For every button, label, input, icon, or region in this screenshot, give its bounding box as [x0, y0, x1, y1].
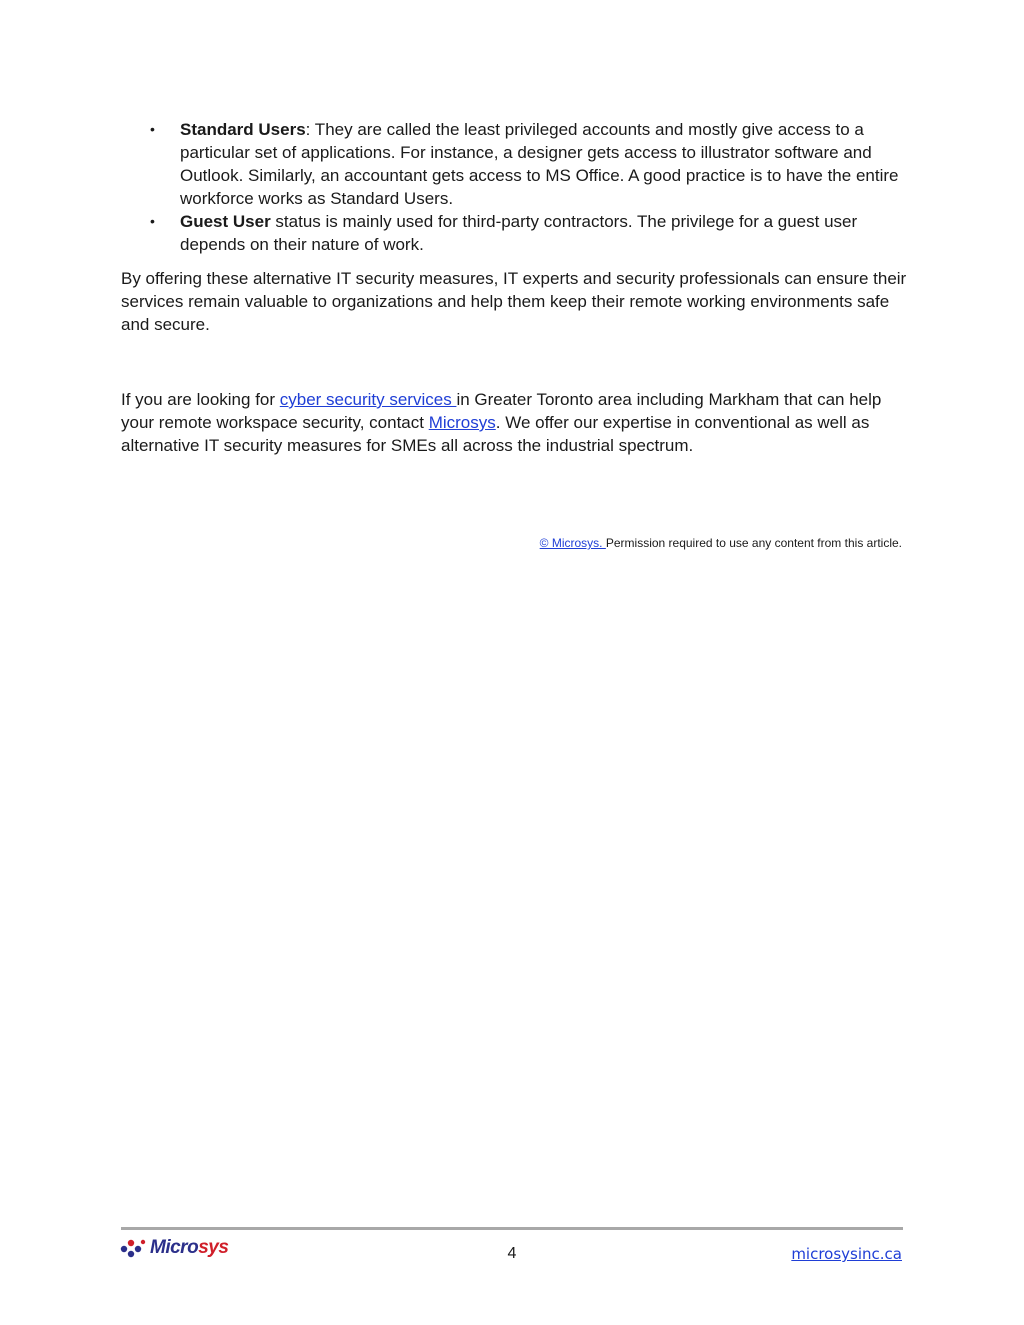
paragraph-text: in Greater Toronto area including Markham that can help your remote workspace security, contact [121, 390, 882, 432]
paragraph-summary: By offering these alternative IT security measures, IT experts and security professionals can ensure their services remain valuable to organizations and help them keep their remote working environments safe and secure. [121, 269, 907, 334]
cyber-security-services-link[interactable]: cyber security services [279, 390, 457, 409]
copyright-link[interactable]: © Microsys. [539, 536, 606, 550]
list-item-text: status is mainly used for third-party contractors. The privilege for a guest user depends on their nature of work. [180, 212, 858, 254]
logo-wordmark-micro: Micro [150, 1237, 199, 1258]
privilege-list [121, 118, 911, 256]
footer-divider [121, 1227, 903, 1230]
paragraph-contact [121, 388, 911, 457]
page-number: 4 [507, 1245, 517, 1262]
microsys-link[interactable]: Microsys [428, 413, 496, 432]
copyright-notice [540, 535, 902, 551]
logo-wordmark-sys: sys [198, 1237, 229, 1258]
logo-wordmark [150, 1237, 228, 1259]
list-item [121, 210, 911, 256]
microsys-logo [120, 1236, 228, 1260]
paragraph-text: If you are looking for [121, 390, 280, 409]
page-content [121, 118, 911, 457]
bullet-icon: • [150, 121, 155, 137]
copyright-text: Permission required to use any content from this article. [605, 536, 902, 550]
microsys-logo-icon [120, 1237, 146, 1259]
list-item [121, 118, 911, 210]
paragraph-text: . We offer our expertise in conventional as well as alternative IT security measures for SMEs all across the industrial spectrum. [121, 413, 870, 455]
website-link[interactable]: microsysinc.ca [791, 1245, 902, 1263]
list-item-term: Standard Users [180, 120, 306, 139]
bullet-icon: • [150, 213, 155, 229]
list-item-term: Guest User [180, 212, 271, 231]
list-item-text: : They are called the least privileged accounts and mostly give access to a particular set of applications. For instance, a designer gets access to illustrator software and Outlook. Similarly, an accountant gets access to MS Office. A good practice is to have the entire workforce works as Standard Users. [180, 120, 899, 208]
